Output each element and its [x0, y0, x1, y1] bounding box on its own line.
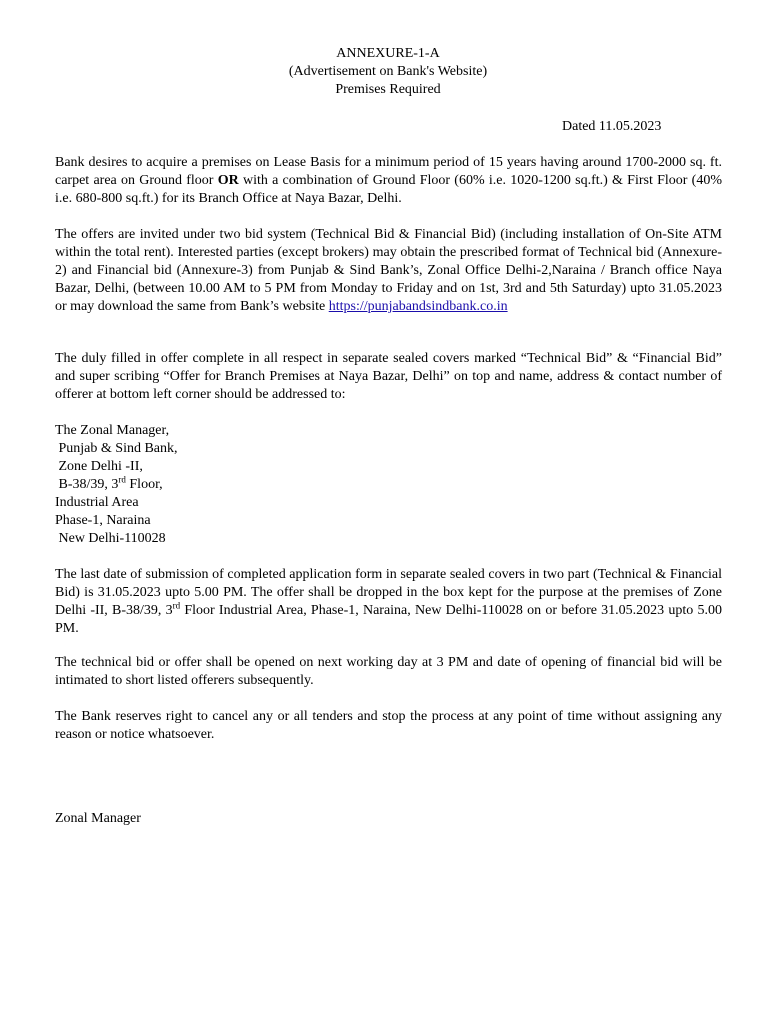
address-line: Zone Delhi -II, [55, 459, 143, 474]
address-block [55, 422, 178, 548]
paragraph-bid-opening: The technical bid or offer shall be opened on next working day at 3 PM and date of opening of financial bid will be intimated to short listed offerers subsequently. [55, 655, 722, 688]
date-line: Dated 11.05.2023 [562, 119, 662, 134]
bank-website-link[interactable]: https://punjabandsindbank.co.in [328, 299, 508, 314]
premises-required-title: Premises Required [335, 82, 441, 97]
address-line: Phase-1, Naraina [55, 513, 151, 528]
address-line: The Zonal Manager, [55, 423, 170, 438]
annexure-title: ANNEXURE-1-A [336, 46, 440, 61]
paragraph-last-date: The last date of submission of completed application form in separate sealed covers in two part (Technical & Financial Bid) is 31.05.2023 upto 5.00 PM. The offer shall be dropped in the box kept for the purpose at the premises of Zone Delhi -II, B-38/39, 3rd Floor Industrial Area, Phase-1, Naraina, New Delhi-110028 on or before 31.05.2023 upto 5.00 PM. [55, 567, 722, 636]
address-line: Industrial Area [55, 495, 139, 510]
paragraph-invitation [55, 226, 722, 316]
document-header [0, 45, 770, 99]
advertisement-subtitle: (Advertisement on Bank's Website) [288, 64, 488, 79]
address-line: Punjab & Sind Bank, [55, 441, 178, 456]
address-line: New Delhi-110028 [55, 531, 166, 546]
signature-zonal-manager: Zonal Manager [55, 811, 141, 826]
requirement-or: OR [217, 173, 239, 188]
requirement-text-2: with a combination of Ground Floor (60% i.e. 1020-1200 sq.ft.) & First Floor (40% i.e. 680-800 sq.ft.) for its Branch Office at Naya Bazar, Delhi. [55, 173, 723, 206]
paragraph-bank-rights: The Bank reserves right to cancel any or all tenders and stop the process at any point of time without assigning any reason or notice whatsoever. [55, 709, 722, 742]
address-line: B-38/39, 3rd Floor, [55, 474, 163, 492]
requirement-text-1: Bank desires to acquire a premises on Lease Basis for a minimum period of 15 years having around 1700-2000 sq. ft. carpet area on Ground floor [55, 155, 722, 188]
invitation-text: The offers are invited under two bid system (Technical Bid & Financial Bid) (including installation of On-Site ATM within the total rent). Interested parties (except brokers) may obtain the prescribed format of Technical bid (Annexure-2) and Financial bid (Annexure-3) from Punjab & Sind Bank’s, Zonal Office Delhi-2,Naraina / Branch office Naya Bazar, Delhi, (between 10.00 AM to 5 PM from Monday to Friday and on 1st, 3rd and 5th Saturday) upto 31.05.2023 or may download the same from Bank’s website [55, 227, 722, 314]
paragraph-submission-format: The duly filled in offer complete in all respect in separate sealed covers marked “Technical Bid” & “Financial Bid” and super scribing “Offer for Branch Premises at Naya Bazar, Delhi” on top and name, address & contact number of offerer at bottom left corner should be addressed to: [55, 351, 722, 402]
paragraph-requirement [55, 154, 722, 208]
